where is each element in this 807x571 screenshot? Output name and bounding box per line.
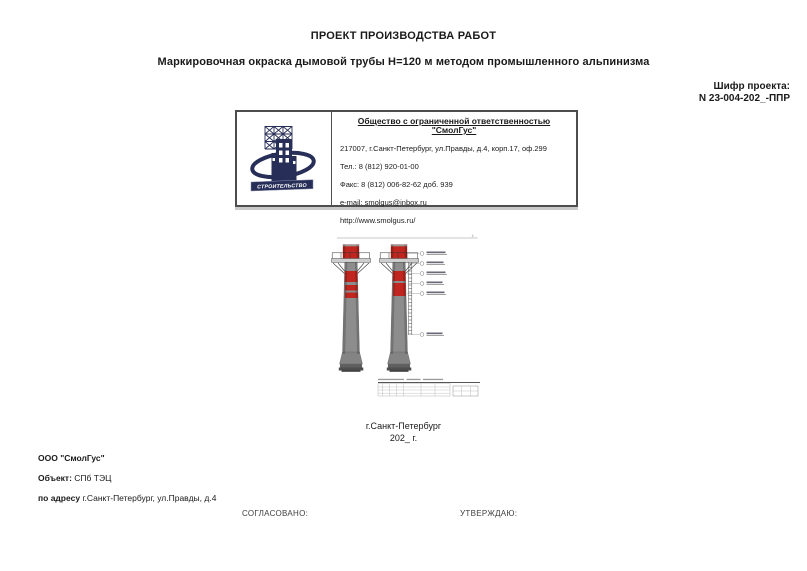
company-logo	[250, 125, 318, 193]
approved-label: УТВЕРЖДАЮ:	[460, 509, 518, 518]
object-label: Объект:	[38, 473, 72, 483]
chimney-base	[388, 364, 410, 368]
company-website: http://www.smolgus.ru/	[340, 216, 416, 225]
platform-deck	[380, 259, 419, 263]
company-card	[235, 110, 578, 225]
project-code-label: Шифр проекта:	[713, 81, 790, 92]
address-label: по адресу	[38, 493, 81, 503]
company-phone: Тел.: 8 (812) 920-01-00	[340, 162, 419, 171]
company-info	[332, 112, 576, 225]
agreed-label: СОГЛАСОВАНО:	[242, 509, 309, 518]
project-code-value: N 23-004-202_-ППР	[698, 93, 790, 104]
drawing-scale-mark: 1:	[471, 233, 475, 238]
address-value: г.Санкт-Петербург, ул.Правды, д.4	[82, 493, 217, 503]
platform-deck	[332, 259, 371, 263]
object-value: СПб ТЭЦ	[74, 473, 112, 483]
place-year: 202_ г.	[389, 433, 418, 443]
title-block	[378, 383, 480, 397]
document-subtitle: Маркировочная окраска дымовой трубы Н=120 м методом промышленного альпинизма	[157, 56, 650, 68]
customer-address	[38, 494, 216, 503]
callout-label	[409, 282, 444, 286]
customer-company: ООО "СмолГус"	[38, 453, 105, 463]
callout-label	[412, 333, 444, 337]
company-email: e-mail: smolgus@inbox.ru	[340, 198, 427, 207]
callout-labels	[407, 252, 447, 337]
project-code-block	[699, 81, 790, 105]
document-title: ПРОЕКТ ПРОИЗВОДСТВА РАБОТ	[310, 30, 497, 42]
callout-label	[407, 272, 447, 276]
drawing-caption	[378, 379, 443, 380]
chimney-front-view	[332, 245, 371, 372]
place-city: г.Санкт-Петербург	[365, 421, 442, 431]
company-fax: Факс: 8 (812) 006-82-62 доб. 939	[340, 180, 453, 189]
ladder	[409, 262, 412, 335]
logo-banner	[251, 179, 313, 190]
customer-object	[38, 474, 111, 483]
callout-label	[407, 252, 447, 256]
logo-banner-text: СТРОИТЕЛЬСТВО	[257, 182, 307, 191]
chimney-base	[340, 364, 362, 368]
company-name: Общество с ограниченной ответственностью "СмолГус"	[357, 116, 551, 135]
callout-label	[407, 292, 446, 296]
company-logo-cell	[237, 112, 332, 205]
company-address: 217007, г.Санкт-Петербург, ул.Правды, д.4, корп.17, оф.299	[340, 144, 547, 153]
chimney-drawing	[325, 230, 490, 400]
